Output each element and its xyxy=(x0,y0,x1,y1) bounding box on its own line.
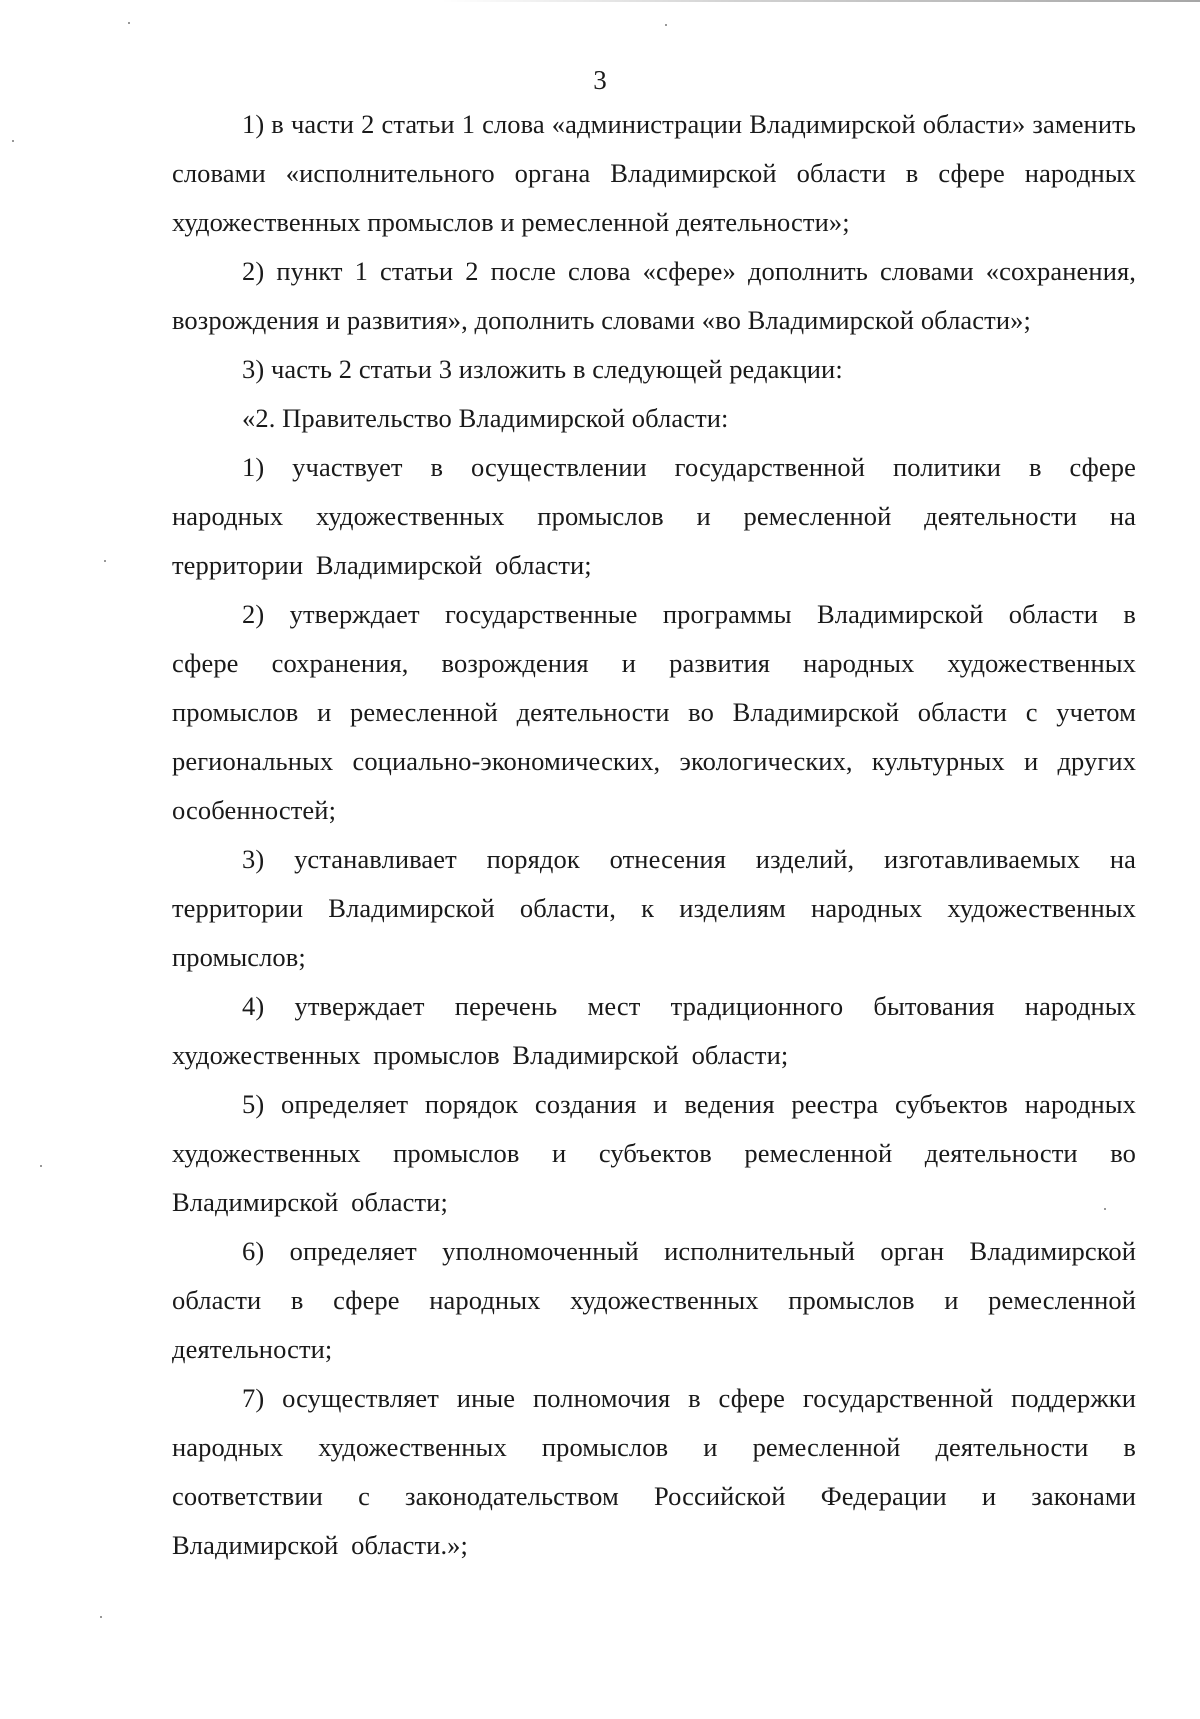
scan-speck xyxy=(12,140,14,142)
paragraph-amendment-1: 1) в части 2 статьи 1 слова «администрации Владимирской области» заменить словами «исполнительного органа Владимирской области в сфере народных художественных промыслов и ремесленной деятельности»; xyxy=(172,109,1136,237)
scan-speck xyxy=(40,1165,42,1167)
scan-speck xyxy=(104,560,106,562)
paragraph-power-4: 4) утверждает перечень мест традиционного бытования народных художественных промыслов Владимирской области; xyxy=(172,991,1136,1070)
paragraph-power-3: 3) устанавливает порядок отнесения изделий, изготавливаемых на территории Владимирской области, к изделиям народных художественных промыслов; xyxy=(172,844,1136,972)
scan-speck xyxy=(665,24,667,26)
paragraph-power-2: 2) утверждает государственные программы Владимирской области в сфере сохранения, возрождения и развития народных художественных промыслов и ремесленной деятельности во Владимирской области с учетом региональных социально-экономических, экологических, культурных и других особенностей; xyxy=(172,599,1136,825)
document-body xyxy=(172,100,1136,1570)
scan-speck xyxy=(128,22,130,24)
page-number: 3 xyxy=(593,65,607,95)
scan-speck xyxy=(1104,1208,1106,1210)
paragraph-power-1: 1) участвует в осуществлении государственной политики в сфере народных художественных промыслов и ремесленной деятельности на территории Владимирской области; xyxy=(172,452,1136,580)
paragraph-amendment-2: 2) пункт 1 статьи 2 после слова «сфере» дополнить словами «сохранения, возрождения и развития», дополнить словами «во Владимирской области»; xyxy=(172,256,1136,335)
scan-speck xyxy=(100,1616,102,1618)
paragraph-power-7: 7) осуществляет иные полномочия в сфере государственной поддержки народных художественных промыслов и ремесленной деятельности в соответствии с законодательством Российской Федерации и законами Владимирской области.»; xyxy=(172,1383,1136,1560)
paragraph-government-heading: «2. Правительство Владимирской области: xyxy=(242,403,729,433)
scan-edge-line xyxy=(440,0,1200,2)
paragraph-power-6: 6) определяет уполномоченный исполнительный орган Владимирской области в сфере народных художественных промыслов и ремесленной деятельности; xyxy=(172,1236,1136,1364)
paragraph-amendment-3: 3) часть 2 статьи 3 изложить в следующей редакции: xyxy=(242,354,843,384)
paragraph-power-5: 5) определяет порядок создания и ведения реестра субъектов народных художественных промыслов и субъектов ремесленной деятельности во Владимирской области; xyxy=(172,1089,1136,1217)
